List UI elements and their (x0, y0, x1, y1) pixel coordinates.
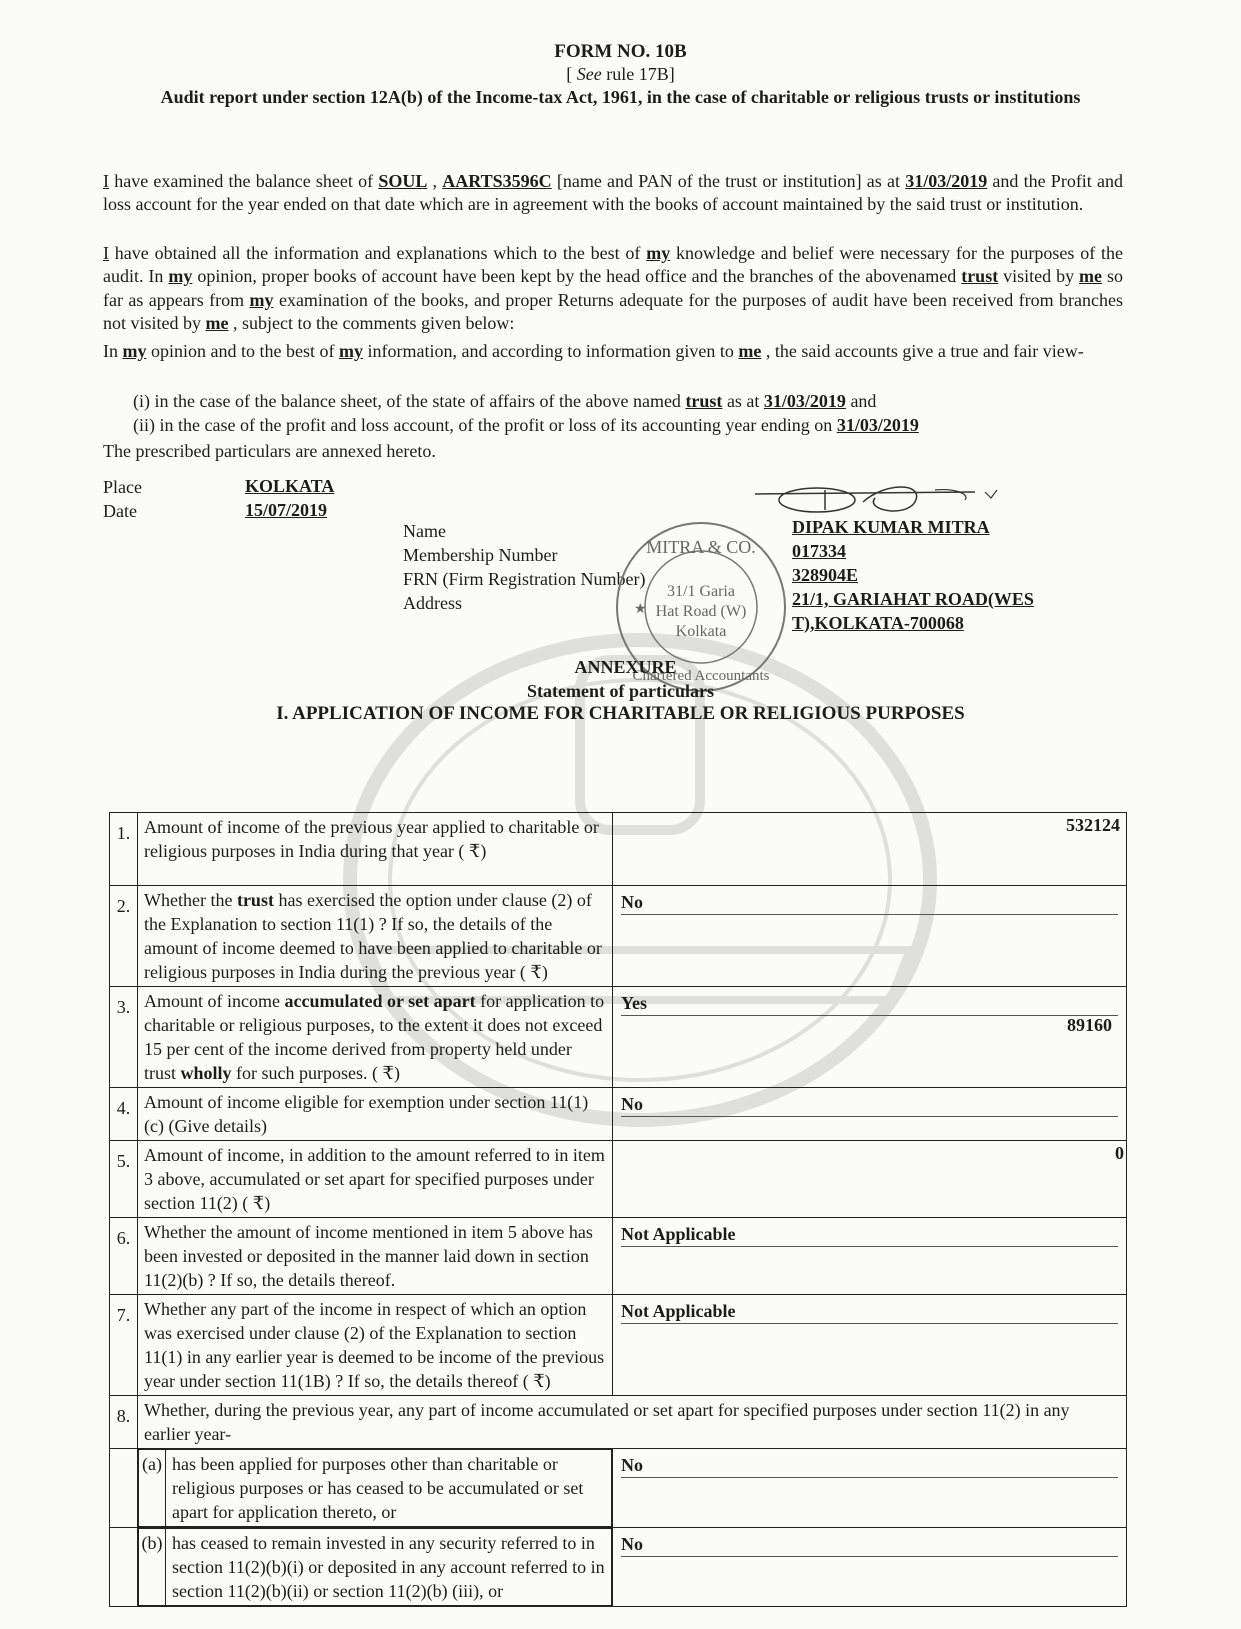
date-value: 15/07/2019 (245, 500, 328, 520)
answer-value: No (621, 1532, 1118, 1557)
annexure-title: ANNEXURE (574, 657, 677, 677)
item-row-2 (110, 886, 1127, 987)
address-label: Address (403, 593, 462, 613)
answer-value: No (621, 1453, 1118, 1478)
item-number: 5. (110, 1141, 138, 1218)
report-paragraph-1: I have examined the balance sheet of SOUL , AARTS3596C [name and PAN of the trust or institution] as at 31/03/2019 and the Profit and loss account for the year ended on that date which are in agreement with the books of account maintained by the said trust or institution. (103, 171, 1124, 215)
annexed-note: The prescribed particulars are annexed hereto. (103, 441, 436, 461)
item-row-8 (110, 1396, 1127, 1449)
form-rule-reference: [ See rule 17B] (566, 64, 675, 84)
item-question: Amount of income accumulated or set apart for application to charitable or religious purposes, to the extent it does not exceed 15 per cent of the income derived from property held under trust wholly for such purposes. ( ₹) (138, 987, 613, 1088)
svg-text:Chartered Accountants: Chartered Accountants (632, 668, 770, 684)
svg-text:Hat Road (W): Hat Road (W) (655, 603, 747, 620)
item-question: Amount of income eligible for exemption under section 11(1)(c) (Give details) (138, 1088, 613, 1141)
item-row-8b (110, 1528, 1127, 1607)
item-number: 6. (110, 1218, 138, 1295)
item-answer (613, 1218, 1127, 1295)
item-row-4 (110, 1088, 1127, 1141)
item-row-7 (110, 1295, 1127, 1396)
sub-item-text: has ceased to remain invested in any security referred to in section 11(2)(b)(i) or deposited in any account referred to in section 11(2)(b)(ii) or section 11(2)(b) (iii), or (166, 1529, 612, 1606)
item-number: 4. (110, 1088, 138, 1141)
item-answer (613, 987, 1127, 1088)
item-question: Whether any part of the income in respect of which an option was exercised under clause (2) of the Explanation to section 11(1) in any earlier year is deemed to be income of the previous year under section 11(1B) ? If so, the details thereof ( ₹) (138, 1295, 613, 1396)
item-number: 3. (110, 987, 138, 1088)
svg-text:MITRA & CO.: MITRA & CO. (646, 537, 756, 557)
item-amount: 0 (1115, 1143, 1124, 1163)
item-answer (613, 1088, 1127, 1141)
report-paragraph-3: In my opinion and to the best of my information, and according to information given to me , the said accounts give a true and fair view- (103, 341, 1084, 361)
svg-text:★: ★ (634, 602, 647, 617)
item-row-6 (110, 1218, 1127, 1295)
name-label: Name (403, 521, 446, 541)
item-row-5 (110, 1141, 1127, 1218)
answer-value: No (621, 890, 1118, 915)
item-question: Amount of income of the previous year applied to charitable or religious purposes in India during that year ( ₹) (138, 813, 613, 886)
item-number: 2. (110, 886, 138, 987)
item-question: Whether, during the previous year, any part of income accumulated or set apart for specified purposes under section 11(2) in any earlier year- (138, 1396, 1127, 1449)
sub-item-text: has been applied for purposes other than charitable or religious purposes or has ceased to be accumulated or set apart for application thereto, or (166, 1450, 612, 1527)
answer-value: Not Applicable (621, 1222, 1118, 1247)
address-value-line1: 21/1, GARIAHAT ROAD(WES (792, 589, 1034, 609)
item-amount: 532124 (1066, 815, 1120, 835)
item-answer (613, 1528, 1127, 1607)
item-answer (613, 1295, 1127, 1396)
item-row-1 (110, 813, 1127, 886)
section-heading: I. APPLICATION OF INCOME FOR CHARITABLE OR RELIGIOUS PURPOSES (276, 703, 965, 724)
sub-item-label: (a) (139, 1450, 166, 1527)
form-subtitle: Audit report under section 12A(b) of the Income-tax Act, 1961, in the case of charitable or religious trusts or institutions (160, 87, 1081, 107)
particulars-table (109, 812, 1127, 1607)
place-label: Place (103, 477, 142, 497)
item-question: Whether the amount of income mentioned in item 5 above has been invested or deposited in the manner laid down in section 11(2)(b) ? If so, the details thereof. (138, 1218, 613, 1295)
svg-text:31/1 Garia: 31/1 Garia (667, 583, 735, 600)
sub-item-question (138, 1528, 613, 1607)
answer-value: Not Applicable (621, 1299, 1118, 1324)
item-question: Whether the trust has exercised the option under clause (2) of the Explanation to section 11(1) ? If so, the details of the amount of income deemed to have been applied to charitable or religious purposes in India during the previous year ( ₹) (138, 886, 613, 987)
item-answer (613, 886, 1127, 987)
frn-label: FRN (Firm Registration Number) (403, 569, 646, 589)
sub-item-question (138, 1449, 613, 1528)
report-item-i: (i) in the case of the balance sheet, of the state of affairs of the above named trust as at 31/03/2019 and (133, 391, 877, 411)
address-value-line2: T),KOLKATA-700068 (792, 613, 964, 633)
date-label: Date (103, 501, 137, 521)
item-number-spacer (110, 1449, 138, 1528)
report-paragraph-2: I have obtained all the information and explanations which to the best of my knowledge and belief were necessary for the purposes of the audit. In my opinion, proper books of account have been kept by the head office and the branches of the abovenamed trust visited by me so far as appears from my examination of the books, and proper Returns adequate for the purposes of audit have been received from branches not visited by me , subject to the comments given below: (103, 243, 1123, 334)
answer-value: No (621, 1092, 1118, 1117)
item-number: 7. (110, 1295, 138, 1396)
item-number: 1. (110, 813, 138, 886)
item-amount: 89160 (1067, 1015, 1112, 1035)
svg-text:Kolkata: Kolkata (675, 623, 727, 640)
frn-value: 328904E (792, 565, 859, 585)
item-question: Amount of income, in addition to the amount referred to in item 3 above, accumulated or set apart for specified purposes under section 11(2) ( ₹) (138, 1141, 613, 1218)
item-answer (613, 1449, 1127, 1528)
item-row-3 (110, 987, 1127, 1088)
annexure-subtitle: Statement of particulars (527, 681, 714, 701)
name-value: DIPAK KUMAR MITRA (792, 517, 990, 537)
report-item-ii: (ii) in the case of the profit and loss account, of the profit or loss of its accounting year ending on 31/03/2019 (133, 415, 919, 435)
answer-value: Yes (621, 991, 1118, 1016)
handwritten-signature (745, 480, 1025, 520)
item-answer (613, 1141, 1127, 1218)
item-row-8a (110, 1449, 1127, 1528)
membership-value: 017334 (792, 541, 846, 561)
place-value: KOLKATA (245, 476, 335, 496)
item-number: 8. (110, 1396, 138, 1449)
sub-item-label: (b) (139, 1529, 166, 1606)
membership-label: Membership Number (403, 545, 558, 565)
item-number-spacer (110, 1528, 138, 1607)
item-answer (613, 813, 1127, 886)
form-title: FORM NO. 10B (554, 41, 687, 62)
